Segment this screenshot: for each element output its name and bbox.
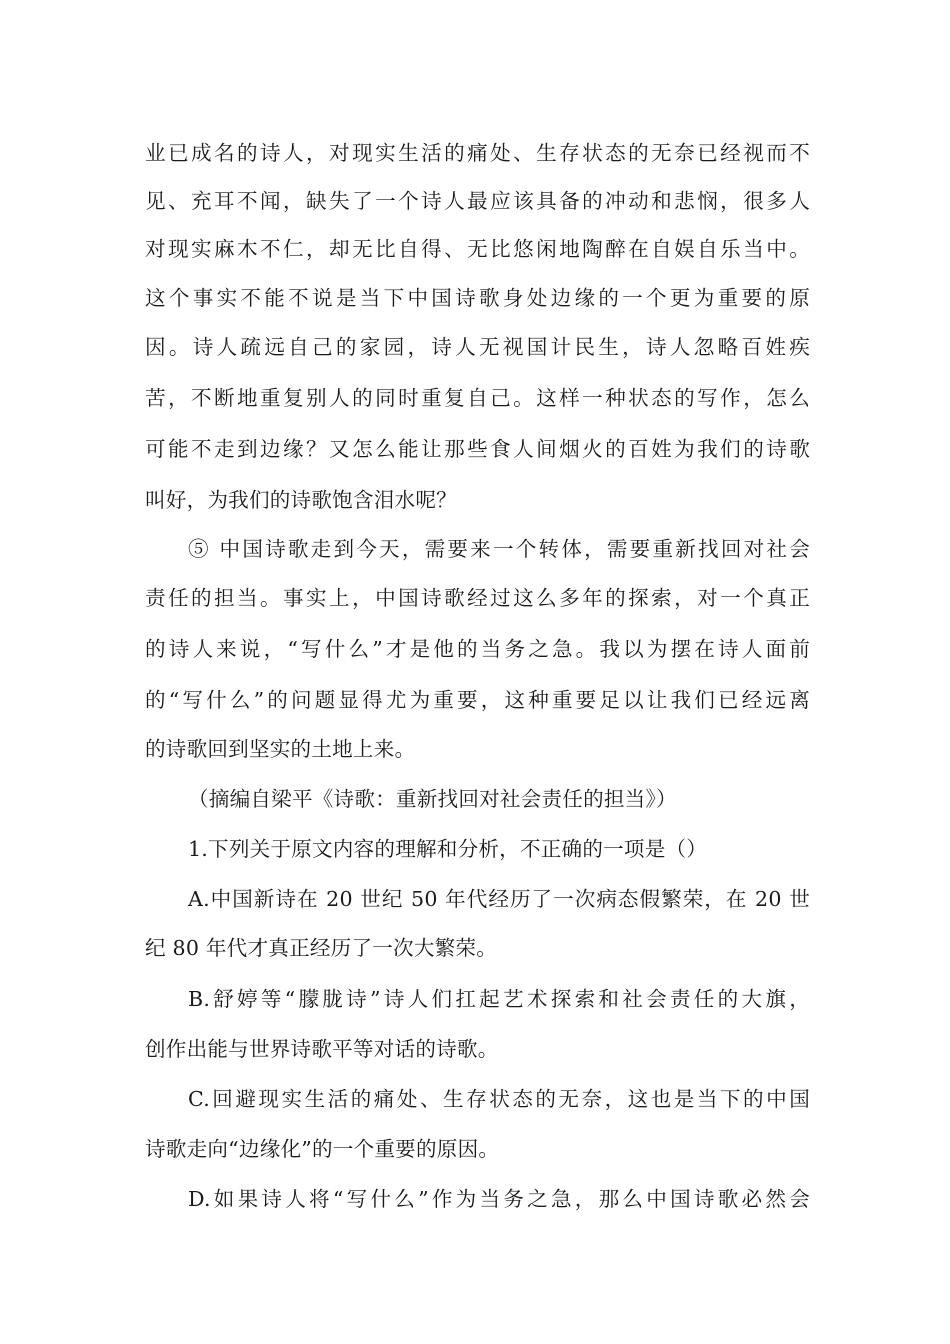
paragraph-line: ⑤ 中国诗歌走到今天，需要来一个转体，需要重新找回对社会	[188, 537, 810, 561]
question-stem: 1.下列关于原文内容的理解和分析，不正确的一项是（）	[188, 837, 708, 861]
option-d: D.如果诗人将“写什么”作为当务之急，那么中国诗歌必然会	[188, 1187, 810, 1211]
option-a: A.中国新诗在 20 世纪 50 年代经历了一次病态假繁荣，在 20 世	[188, 887, 810, 911]
source-citation: （摘编自梁平《诗歌：重新找回对社会责任的担当》）	[188, 787, 677, 811]
paragraph-line: 可能不走到边缘？又怎么能让那些食人间烟火的百姓为我们的诗歌	[145, 437, 810, 461]
paragraph-line: 的诗人来说，“写什么”才是他的当务之急。我以为摆在诗人面前	[145, 637, 810, 661]
paragraph-line: 业已成名的诗人，对现实生活的痛处、生存状态的无奈已经视而不	[145, 141, 810, 165]
option-b-continued: 创作出能与世界诗歌平等对话的诗歌。	[145, 1037, 499, 1061]
paragraph-line: 对现实麻木不仁，却无比自得、无比悠闲地陶醉在自娱自乐当中。	[145, 237, 810, 261]
paragraph-line: 因。诗人疏远自己的家园，诗人无视国计民生，诗人忽略百姓疾	[145, 335, 810, 359]
paragraph-line: 责任的担当。事实上，中国诗歌经过这么多年的探索，对一个真正	[145, 586, 810, 610]
paragraph-line: 的诗歌回到坚实的土地上来。	[145, 737, 416, 761]
paragraph-line: 叫好，为我们的诗歌饱含泪水呢？	[145, 488, 457, 512]
paragraph-line: 的“写什么”的问题显得尤为重要，这种重要足以让我们已经远离	[145, 688, 810, 712]
option-b: B.舒婷等“朦胧诗”诗人们扛起艺术探索和社会责任的大旗，	[188, 987, 810, 1011]
paragraph-line: 苦，不断地重复别人的同时重复自己。这样一种状态的写作，怎么	[145, 386, 810, 410]
option-c-continued: 诗歌走向“边缘化”的一个重要的原因。	[145, 1137, 500, 1161]
option-a-continued: 纪 80 年代才真正经历了一次大繁荣。	[145, 936, 498, 960]
option-c: C.回避现实生活的痛处、生存状态的无奈，这也是当下的中国	[188, 1087, 810, 1111]
paragraph-line: 这个事实不能不说是当下中国诗歌身处边缘的一个更为重要的原	[145, 286, 810, 310]
paragraph-line: 见、充耳不闻，缺失了一个诗人最应该具备的冲动和悲悯，很多人	[145, 189, 810, 213]
